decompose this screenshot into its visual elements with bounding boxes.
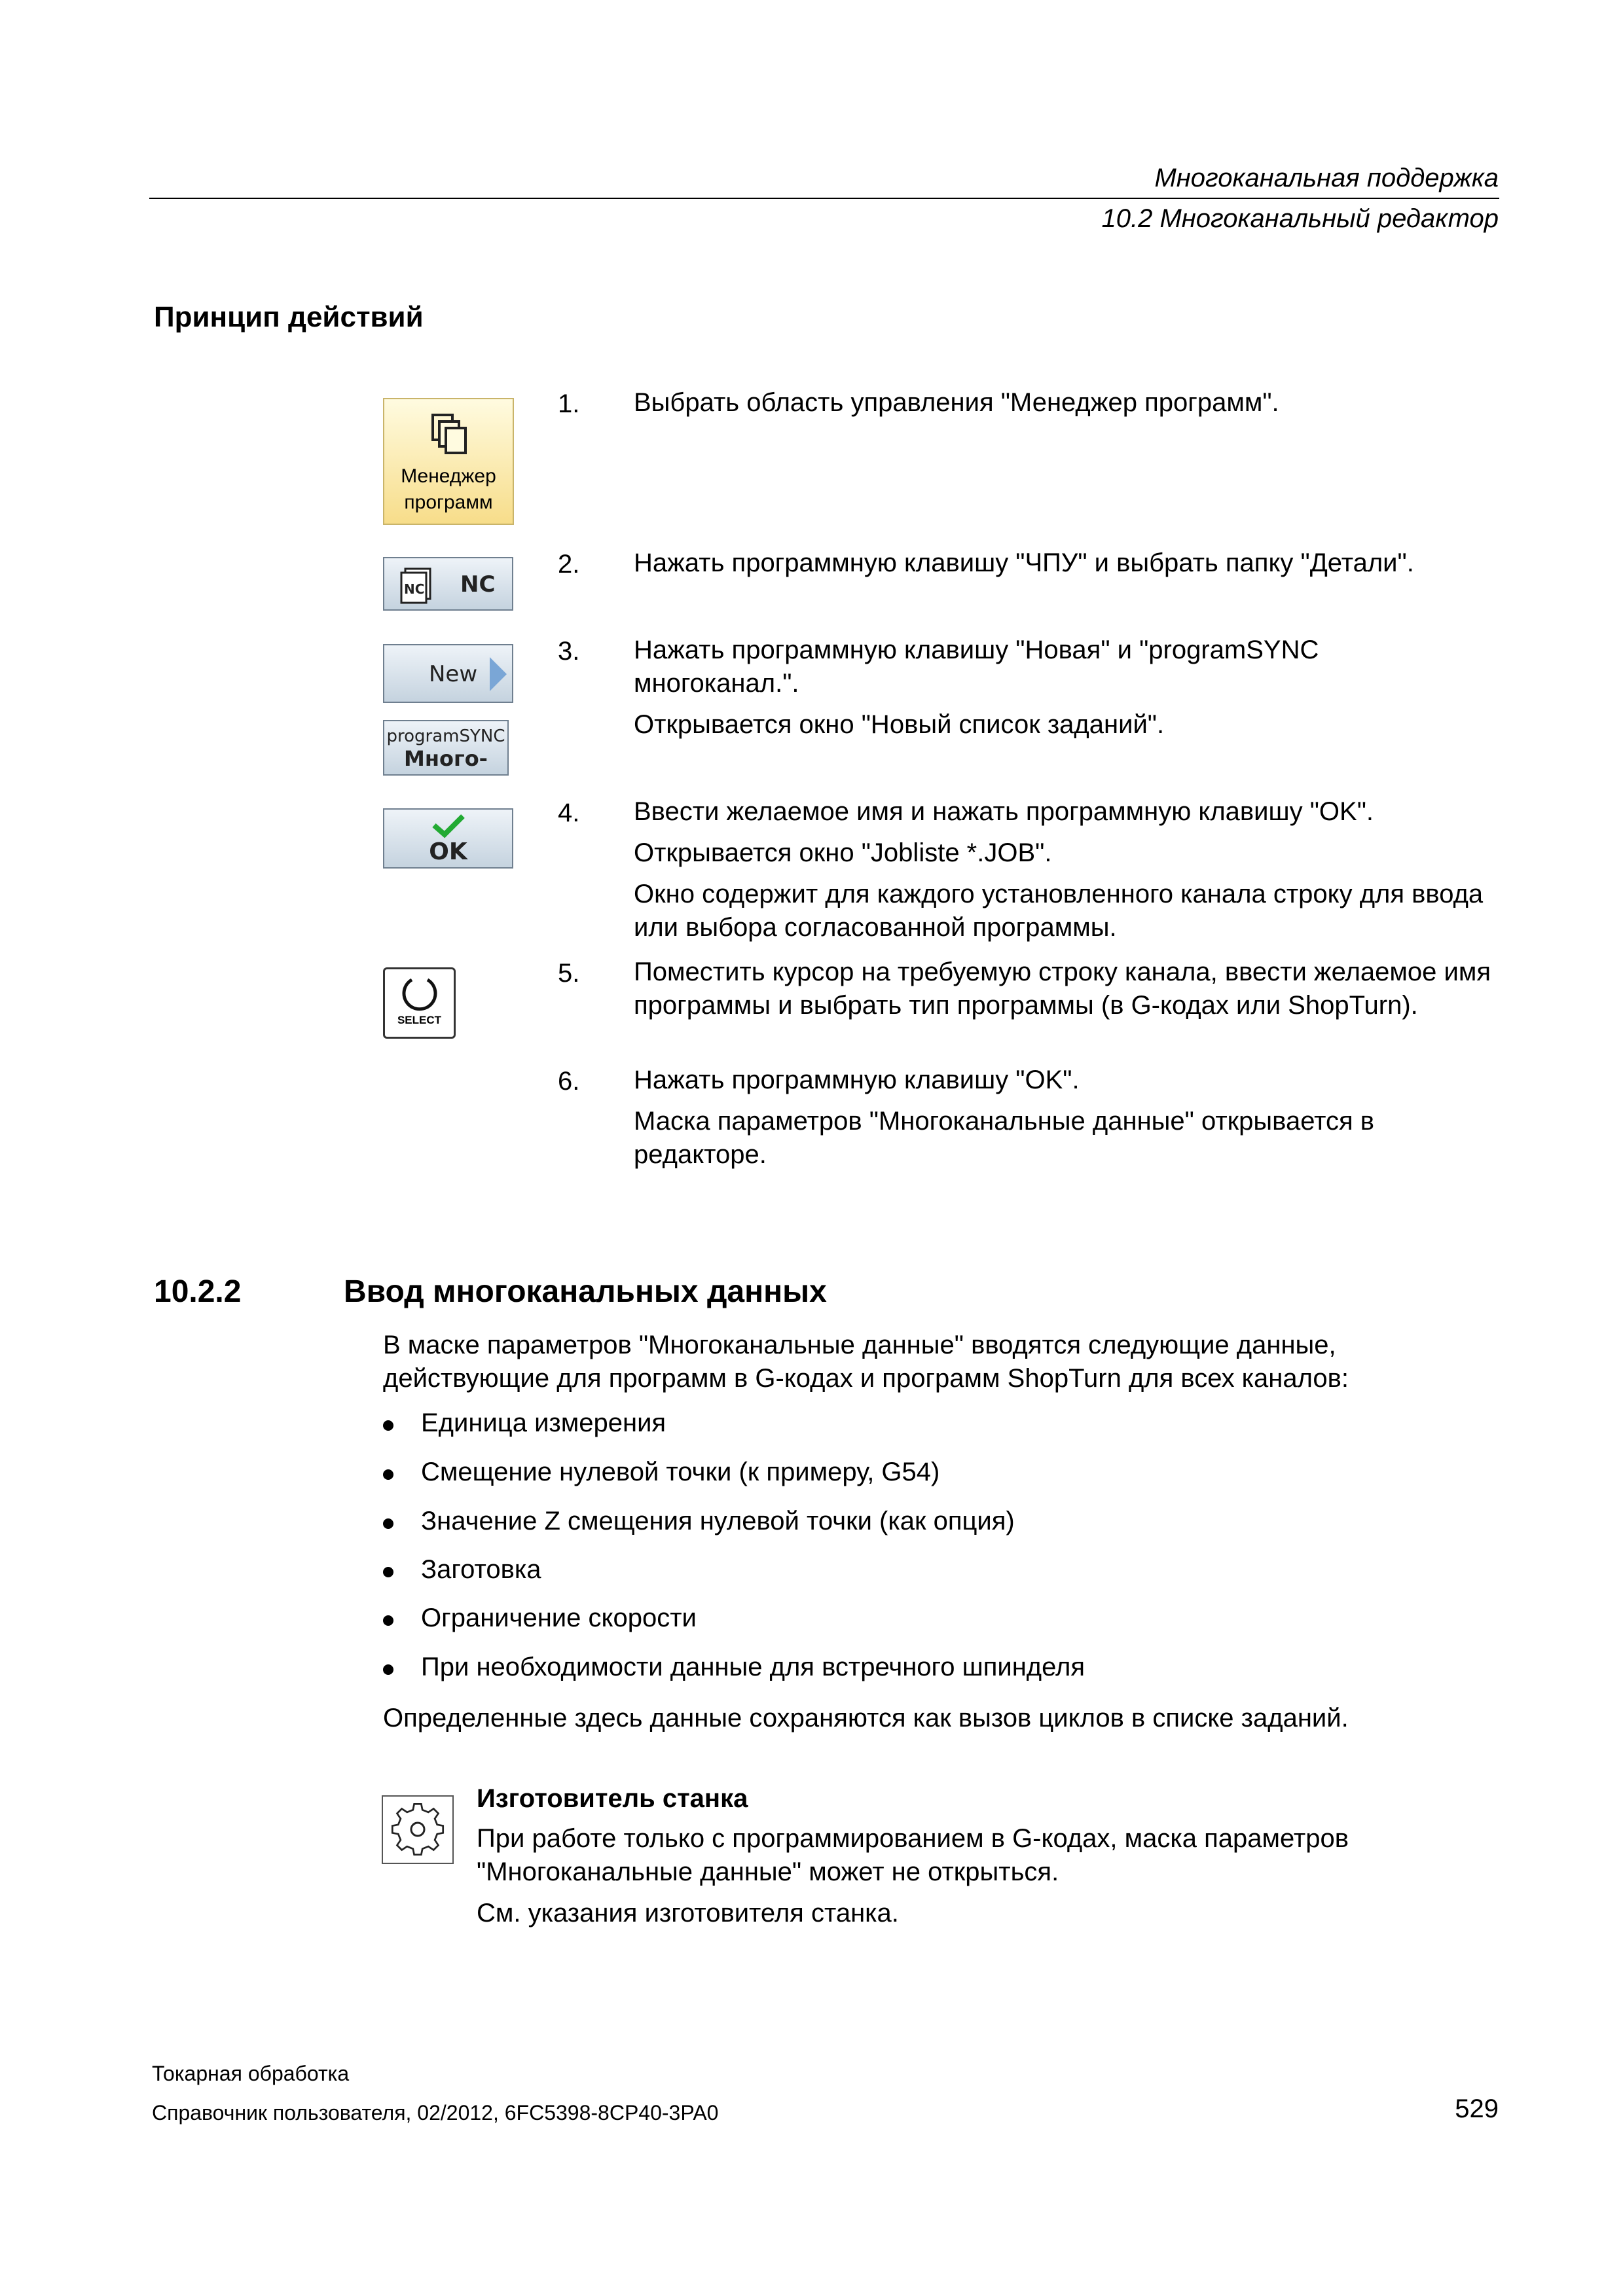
step-4-line-2: Открывается окно "Jobliste *.JOB". — [634, 838, 1052, 867]
bullet-item: При необходимости данные для встречного шпинделя — [421, 1653, 1085, 1681]
bullet-dot — [383, 1664, 393, 1675]
header-chapter: Многоканальная поддержка — [1154, 164, 1499, 192]
checkmark-icon — [430, 814, 467, 838]
program-manager-softkey[interactable] — [383, 398, 514, 525]
bullet-dot — [383, 1518, 393, 1529]
step-3-text — [634, 634, 1504, 742]
step-6-line-1: Нажать программную клавишу "OK". — [634, 1066, 1080, 1094]
select-key-label: SELECT — [397, 1014, 442, 1026]
programsync-label-2: Много- — [404, 746, 488, 771]
step-3-line-2: Открывается окно "Новый список заданий". — [634, 710, 1165, 739]
bullet-item: Заготовка — [421, 1555, 541, 1584]
step-6-number: 6. — [558, 1067, 580, 1096]
step-2-number: 2. — [558, 550, 580, 579]
step-4-line-1: Ввести желаемое имя и нажать программную клавишу "OK". — [634, 797, 1374, 826]
program-manager-icon — [422, 408, 475, 461]
gear-icon — [383, 1797, 452, 1863]
section-number: 10.2.2 — [154, 1274, 242, 1309]
section-title: Ввод многоканальных данных — [344, 1274, 827, 1309]
step-1-line-1: Выбрать область управления "Менеджер программ". — [634, 388, 1279, 417]
bullet-item: Смещение нулевой точки (к примеру, G54) — [421, 1458, 940, 1486]
step-4-text — [634, 795, 1504, 944]
program-manager-label-2: программ — [404, 492, 493, 513]
step-6-line-2: Маска параметров "Многоканальные данные" открывается в редакторе. — [634, 1107, 1375, 1169]
programsync-label-1: programSYNC — [386, 726, 505, 746]
header-section: 10.2 Многоканальный редактор — [1101, 204, 1499, 233]
step-2-line-1: Нажать программную клавишу "ЧПУ" и выбрать папку "Детали". — [634, 548, 1414, 577]
ok-softkey[interactable] — [383, 808, 513, 869]
section-intro: В маске параметров "Многоканальные данные" вводятся следующие данные, действующие для программ в G-кодах и программ ShopTurn для всех каналов: — [383, 1331, 1349, 1393]
note-text: При работе только с программированием в G-кодах, маска параметров "Многоканальные данные" может не открыться. — [477, 1824, 1349, 1886]
bullet-item: Ограничение скорости — [421, 1604, 697, 1632]
bullet-dot — [383, 1469, 393, 1480]
nc-softkey[interactable] — [383, 557, 513, 611]
nc-softkey-label: NC — [460, 571, 496, 598]
select-circle-icon — [399, 973, 441, 1014]
new-softkey[interactable] — [383, 644, 513, 703]
step-3-line-1: Нажать программную клавишу "Новая" и "programSYNC многоканал.". — [634, 636, 1319, 698]
nc-folder-icon — [399, 565, 438, 604]
footer-line-2: Справочник пользователя, 02/2012, 6FC5398-8CP40-3PA0 — [152, 2101, 719, 2125]
step-4-number: 4. — [558, 798, 580, 827]
header-rule — [149, 198, 1499, 199]
step-5-text — [634, 956, 1504, 1022]
note-reference: См. указания изготовителя станка. — [477, 1899, 899, 1928]
arrow-right-icon — [488, 655, 508, 694]
program-manager-label-1: Менеджер — [401, 465, 496, 487]
step-1-number: 1. — [558, 389, 580, 418]
machine-manufacturer-note-icon-box — [382, 1795, 454, 1864]
step-6-text — [634, 1064, 1504, 1172]
bullet-dot — [383, 1420, 393, 1431]
step-5-line-1: Поместить курсор на требуемую строку канала, ввести желаемое имя программы и выбрать тип программы (в G-кодах или ShopTurn). — [634, 958, 1491, 1020]
step-1-text — [634, 386, 1504, 420]
section-outro: Определенные здесь данные сохраняются как вызов циклов в списке заданий. — [383, 1704, 1349, 1732]
step-5-number: 5. — [558, 959, 580, 988]
new-softkey-label: New — [429, 661, 478, 687]
principle-heading: Принцип действий — [154, 301, 424, 333]
footer-line-1: Токарная обработка — [152, 2062, 350, 2085]
bullet-item: Единица измерения — [421, 1408, 666, 1437]
step-4-line-3: Окно содержит для каждого установленного канала строку для ввода или выбора согласованной программы. — [634, 880, 1484, 942]
bullet-dot — [383, 1615, 393, 1626]
ok-softkey-label: OK — [429, 838, 467, 865]
step-2-text — [634, 547, 1504, 580]
svg-text:NC: NC — [404, 581, 425, 597]
programsync-softkey[interactable] — [383, 720, 509, 776]
note-title: Изготовитель станка — [477, 1784, 748, 1813]
bullet-dot — [383, 1567, 393, 1577]
page-number: 529 — [1455, 2094, 1499, 2123]
select-key[interactable] — [383, 967, 456, 1039]
bullet-item: Значение Z смещения нулевой точки (как опция) — [421, 1507, 1015, 1535]
step-3-number: 3. — [558, 637, 580, 666]
